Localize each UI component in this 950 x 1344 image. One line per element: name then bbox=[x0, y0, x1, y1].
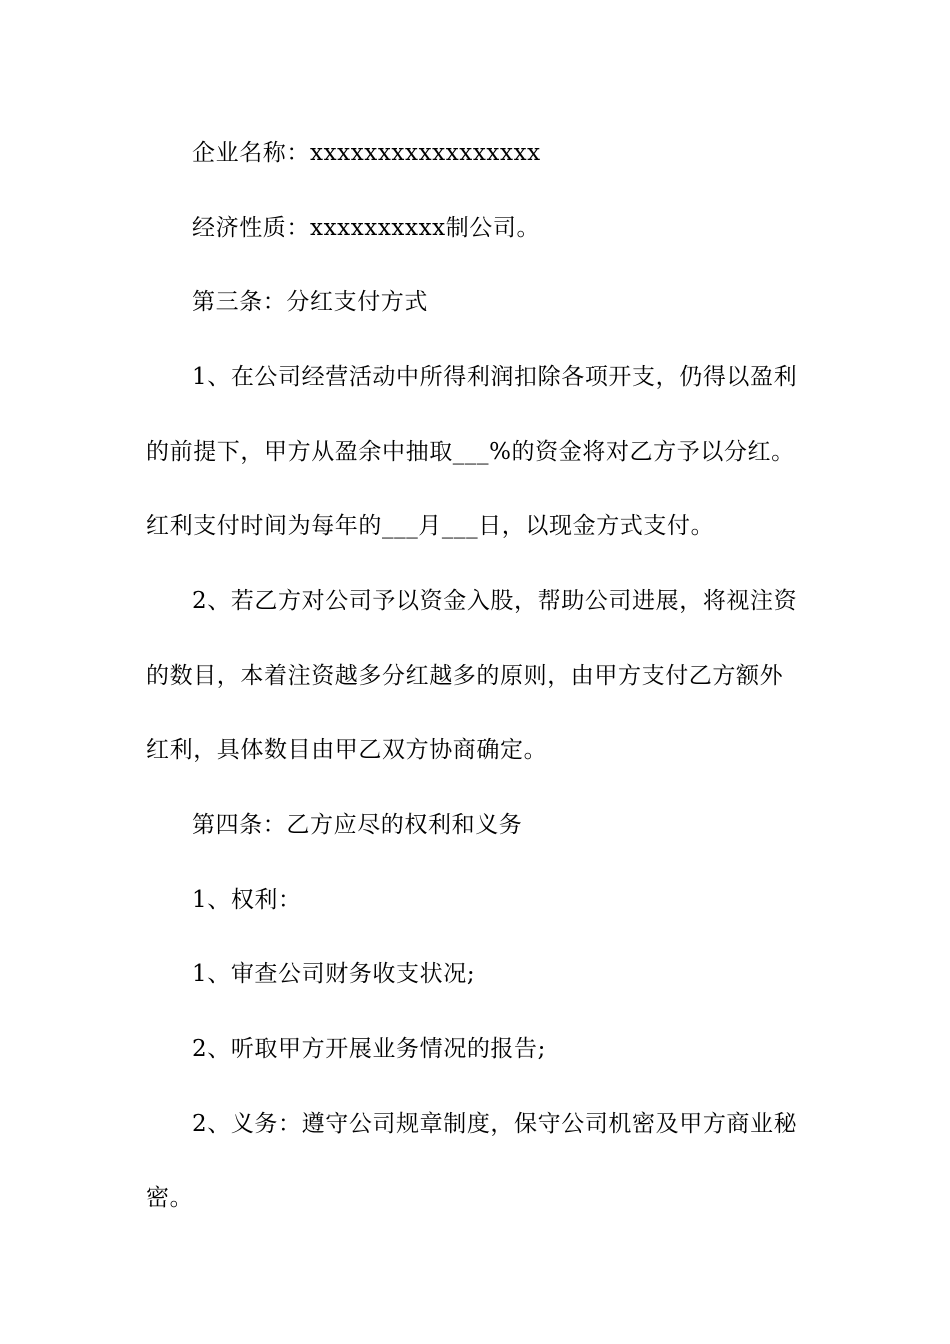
paragraph-line: 的前提下，甲方从盈余中抽取___%的资金将对乙方予以分红。 bbox=[146, 439, 795, 465]
article-four-heading: 第四条：乙方应尽的权利和义务 bbox=[192, 812, 523, 838]
list-item: 2、听取甲方开展业务情况的报告; bbox=[192, 1036, 546, 1062]
paragraph-line: 红利支付时间为每年的___月___日，以现金方式支付。 bbox=[146, 513, 715, 539]
company-name-line: 企业名称：xxxxxxxxxxxxxxxxx bbox=[192, 140, 541, 166]
obligations-line: 2、义务：遵守公司规章制度，保守公司机密及甲方商业秘 bbox=[192, 1111, 798, 1137]
list-item: 1、审查公司财务收支状况; bbox=[192, 961, 476, 987]
article-three-heading: 第三条：分红支付方式 bbox=[192, 289, 428, 315]
paragraph-line: 1、在公司经营活动中所得利润扣除各项开支，仍得以盈利 bbox=[192, 364, 798, 390]
paragraph-line: 密。 bbox=[146, 1185, 194, 1211]
paragraph-line: 红利，具体数目由甲乙双方协商确定。 bbox=[146, 737, 548, 763]
paragraph-line: 的数目，本着注资越多分红越多的原则，由甲方支付乙方额外 bbox=[146, 663, 784, 689]
paragraph-line: 2、若乙方对公司予以资金入股，帮助公司进展，将视注资 bbox=[192, 588, 798, 614]
rights-heading: 1、权利： bbox=[192, 887, 302, 913]
economic-nature-line: 经济性质：xxxxxxxxxx制公司。 bbox=[192, 215, 541, 241]
